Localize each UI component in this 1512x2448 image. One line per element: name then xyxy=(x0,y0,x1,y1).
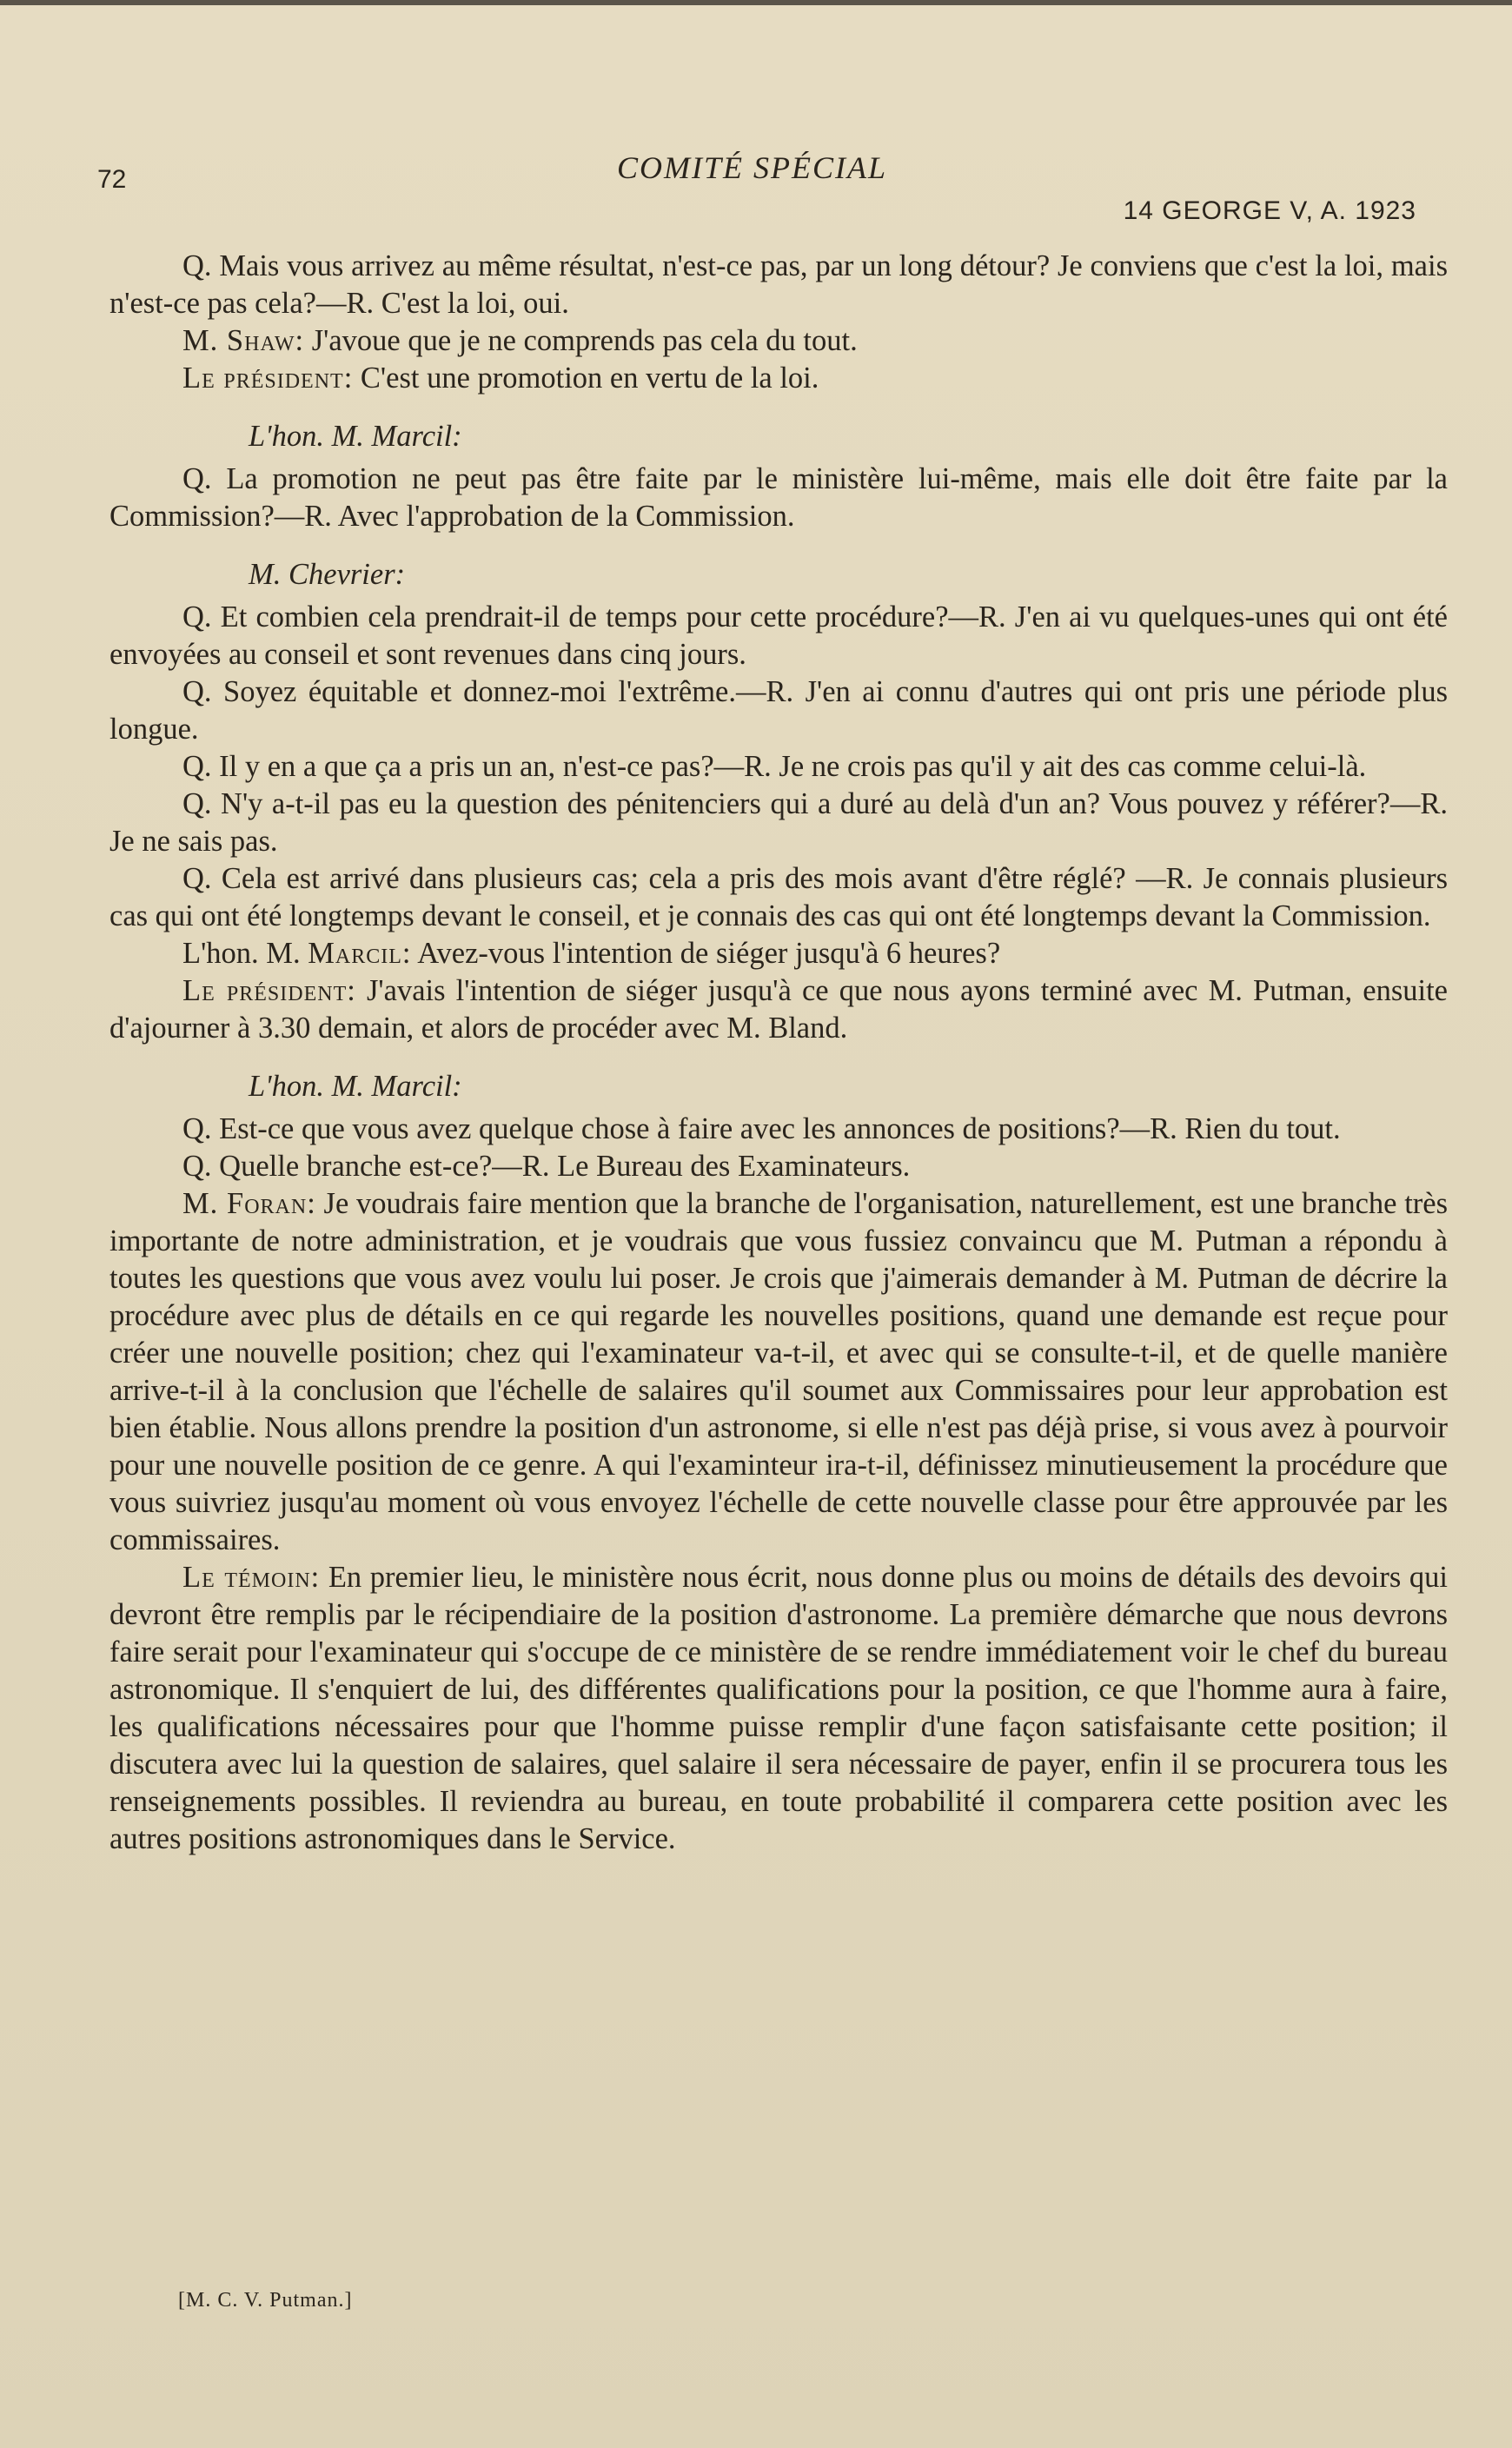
speaker-heading: L'hon. M. Marcil: xyxy=(249,1070,462,1103)
session-reference: 14 GEORGE V, A. 1923 xyxy=(1123,196,1416,225)
paragraph xyxy=(109,1559,1448,1858)
speaker-name: Le président: xyxy=(182,974,356,1007)
speaker-name: M. Foran: xyxy=(182,1187,316,1220)
speech-text: J'avoue que je ne comprends pas cela du tout. xyxy=(304,324,858,357)
paragraph: Q. Cela est arrivé dans plusieurs cas; cela a pris des mois avant d'être réglé? —R. Je connais plusieurs cas qui ont été longtemps devant le conseil, et je connais des cas qui ont été longtemps devant la Commission. xyxy=(109,862,1448,932)
paragraph: Q. La promotion ne peut pas être faite par le ministère lui-même, mais elle doit être faite par la Commission?—R. Avec l'approbation de la Commission. xyxy=(109,462,1448,533)
speech-text: J'avais l'intention de siéger jusqu'à ce que nous ayons terminé avec M. Putman, ensuite d'ajourner à 3.30 demain, et alors de procéder avec M. Bland. xyxy=(109,974,1448,1045)
speech-text: Avez-vous l'intention de siéger jusqu'à 6 heures? xyxy=(411,937,1001,970)
paragraph xyxy=(109,1185,1448,1559)
paragraph: Q. Soyez équitable et donnez-moi l'extrême.—R. J'en ai connu d'autres qui ont pris une période plus longue. xyxy=(109,675,1448,746)
speaker-name: Le président: xyxy=(182,362,354,395)
speech-text: Je voudrais faire mention que la branche de l'organisation, naturellement, est une branche très importante de notre administration, et je voudrais que vous fussiez convaincu que M. Putman a répondu à toutes les questions que vous avez voulu lui poser. Je crois que j'aimerais demander à M. Putman de décrire la procédure avec plus de détails en ce qui regarde les nouvelles positions, quand une demande est reçue pour créer une nouvelle position; chez qui l'examinateur va-t-il, et avec qui se consulte-t-il, et de quelle manière arrive-t-il à la conclusion que l'échelle de salaires qu'il soumet aux Commissaires pour leur approbation est bien établie. Nous allons prendre la position d'un astronome, si elle n'est pas déjà prise, si vous avez à pourvoir pour une nouvelle position de ce genre. A qui l'examinteur ira-t-il, définissez minutieusement la procédure que vous suivriez jusqu'au moment où vous envoyez l'échelle de cette nouvelle classe pour être approuvée par les commissaires. xyxy=(109,1187,1449,1556)
paragraph: Q. Quelle branche est-ce?—R. Le Bureau des Examinateurs. xyxy=(182,1150,911,1183)
paragraph: Q. N'y a-t-il pas eu la question des pénitenciers qui a duré au delà d'un an? Vous pouvez y référer?—R. Je ne sais pas. xyxy=(109,787,1448,858)
witness-attribution: [M. C. V. Putman.] xyxy=(178,2289,353,2312)
running-title: COMITÉ SPÉCIAL xyxy=(617,150,887,185)
paragraph xyxy=(109,322,1448,360)
speaker-prefix: L'hon. M. xyxy=(182,937,308,970)
paragraph: Q. Et combien cela prendrait-il de temps pour cette procédure?—R. J'en ai vu quelques-unes qui ont été envoyées au conseil et sont revenues dans cinq jours. xyxy=(109,600,1448,671)
speaker-name: Le témoin: xyxy=(182,1561,321,1594)
speaker-heading: M. Chevrier: xyxy=(249,558,406,591)
speaker-name: M. Shaw: xyxy=(182,324,305,357)
paragraph: Q. Mais vous arrivez au même résultat, n'est-ce pas, par un long détour? Je conviens que c'est la loi, mais n'est-ce pas cela?—R. C'est la loi, oui. xyxy=(109,249,1448,320)
speaker-name: Marcil: xyxy=(308,937,412,970)
paragraph xyxy=(109,360,1448,397)
top-border xyxy=(0,0,1512,5)
paragraph xyxy=(109,972,1448,1047)
paragraph xyxy=(109,935,1448,972)
speech-text: En premier lieu, le ministère nous écrit, nous donne plus ou moins de détails des devoirs qui devront être remplis par le récipendiaire de la position d'astronome. La première démarche que nous devrons faire serait pour l'examinateur qui s'occupe de ce ministère de se rendre immédiatement voir le chef du bureau astronomique. Il s'enquiert de lui, des différentes qualifications pour la position, ce que l'homme aura à faire, les qualifications nécessaires pour que l'homme puisse remplir d'une façon satisfaisante cette position; il discutera avec lui la question de salaires, quel salaire il sera nécessaire de payer, enfin il se procurera tous les renseignements possibles. Il reviendra au bureau, en toute probabilité il comparera cette position avec les autres positions astronomiques dans le Service. xyxy=(109,1561,1448,1855)
speaker-heading: L'hon. M. Marcil: xyxy=(249,420,462,453)
paragraph: Q. Est-ce que vous avez quelque chose à faire avec les annonces de positions?—R. Rien du tout. xyxy=(182,1112,1341,1145)
transcript-body xyxy=(109,248,1448,1858)
speech-text: C'est une promotion en vertu de la loi. xyxy=(353,362,819,395)
page-number: 72 xyxy=(97,165,127,194)
paragraph: Q. Il y en a que ça a pris un an, n'est-ce pas?—R. Je ne crois pas qu'il y ait des cas comme celui-là. xyxy=(182,750,1367,783)
